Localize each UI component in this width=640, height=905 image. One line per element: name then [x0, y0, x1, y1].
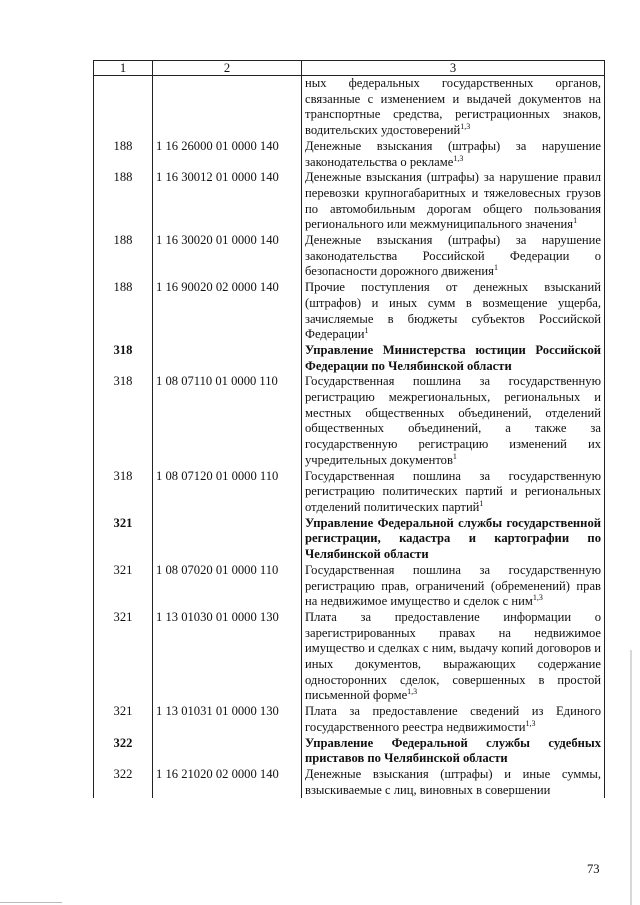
admin-code-cell-text: 188	[113, 170, 133, 185]
admin-code-cell	[94, 704, 153, 735]
admin-code-cell	[94, 139, 153, 170]
admin-code-cell	[94, 170, 153, 233]
revenue-code-cell	[153, 170, 302, 233]
admin-code-cell	[94, 736, 153, 767]
admin-code-cell-text: 321	[113, 515, 133, 530]
revenue-code-cell-text: 1 08 07110 01 0000 110	[156, 374, 278, 389]
table-row	[94, 767, 605, 798]
table-row	[94, 610, 605, 704]
table-row	[94, 343, 605, 374]
revenue-code-cell	[153, 343, 302, 374]
admin-code-cell	[94, 469, 153, 516]
column-header: 1	[94, 61, 153, 76]
footnote-ref: 1	[573, 216, 578, 226]
revenue-name-cell	[302, 374, 605, 468]
revenue-code-cell	[153, 280, 302, 343]
table-row	[94, 516, 605, 563]
table-row	[94, 736, 605, 767]
revenue-code-cell	[153, 767, 302, 798]
admin-code-cell	[94, 516, 153, 563]
revenue-code-cell	[153, 563, 302, 610]
revenue-name-cell	[302, 170, 605, 233]
admin-code-cell-text: 188	[113, 280, 133, 295]
table-row	[94, 233, 605, 280]
page-number: 73	[587, 862, 600, 876]
revenue-name-cell-text: Плата за предоставление сведений из Единого государственного реестра недвижимости	[305, 704, 601, 734]
table-row	[94, 469, 605, 516]
column-header: 2	[153, 61, 302, 76]
admin-code-cell	[94, 610, 153, 704]
footnote-ref: 1	[479, 498, 484, 508]
revenue-name-cell	[302, 704, 605, 735]
revenue-code-cell	[153, 610, 302, 704]
revenue-name-cell	[302, 76, 605, 139]
footnote-ref: 1	[364, 326, 369, 336]
revenue-name-cell-text: Управление Министерства юстиции Российской Федерации по Челябинской области	[305, 342, 601, 373]
revenue-name-cell-text: Государственная пошлина за государственную регистрацию политических партий и региональных отделений политических партий	[305, 468, 601, 514]
revenue-code-cell	[153, 76, 302, 139]
revenue-name-cell	[302, 610, 605, 704]
revenue-name-cell-text: Прочие поступления от денежных взысканий (штрафов) и иных сумм в возмещение ущерба, зачисляемые в бюджеты субъектов Российской Федерации	[305, 280, 601, 342]
revenue-name-cell-text: Управление Федеральной службы судебных приставов по Челябинской области	[305, 735, 601, 766]
revenue-code-cell-text: 1 16 26000 01 0000 140	[156, 138, 279, 153]
revenue-name-cell	[302, 280, 605, 343]
revenue-code-cell-text: 1 16 21020 02 0000 140	[156, 766, 279, 781]
revenue-name-cell	[302, 516, 605, 563]
admin-code-cell	[94, 233, 153, 280]
footnote-ref: 1,3	[407, 687, 418, 697]
footnote-ref: 1,3	[525, 718, 536, 728]
revenue-code-cell	[153, 736, 302, 767]
admin-code-cell-text: 321	[113, 609, 133, 624]
revenue-name-cell	[302, 343, 605, 374]
admin-code-cell	[94, 343, 153, 374]
revenue-name-cell-text: Денежные взыскания (штрафы) за нарушение правил перевозки крупногабаритных и тяжеловесных грузов по автомобильным дорогам общего пользования регионального или межмуниципального значения	[305, 170, 601, 232]
footnote-ref: 1	[452, 451, 457, 461]
admin-code-cell-text: 318	[113, 468, 133, 483]
footnote-ref: 1,3	[532, 593, 543, 603]
revenue-code-cell-text: 1 16 30012 01 0000 140	[156, 170, 279, 185]
revenue-code-cell-text: 1 13 01031 01 0000 130	[156, 704, 279, 719]
table-row	[94, 374, 605, 468]
table-row	[94, 704, 605, 735]
admin-code-cell-text: 188	[113, 138, 133, 153]
revenue-code-cell-text: 1 16 90020 02 0000 140	[156, 280, 279, 295]
revenue-name-cell-text: ных федеральных государственных органов, связанные с изменением и выдачей документов на транспортные средства, регистрационных знаков, водительских удостоверений	[305, 76, 601, 138]
admin-code-cell-text: 188	[113, 233, 133, 248]
revenue-code-cell-text: 1 08 07120 01 0000 110	[156, 468, 279, 483]
revenue-name-cell	[302, 469, 605, 516]
revenue-name-cell	[302, 139, 605, 170]
revenue-name-cell-text: Государственная пошлина за государственную регистрацию межрегиональных, региональных и местных общественных объединений, отделений общественных объединений, а также за государственную регистрацию изменений их учредительных документов	[305, 374, 601, 467]
revenue-codes-table	[93, 60, 605, 798]
admin-code-cell	[94, 280, 153, 343]
table-row	[94, 139, 605, 170]
admin-code-cell-text: 321	[113, 704, 133, 719]
revenue-code-cell	[153, 704, 302, 735]
revenue-name-cell	[302, 767, 605, 798]
admin-code-cell	[94, 76, 153, 139]
admin-code-cell	[94, 767, 153, 798]
revenue-code-cell	[153, 374, 302, 468]
revenue-name-cell-text: Денежные взыскания (штрафы) за нарушение законодательства о рекламе	[305, 138, 601, 169]
revenue-code-cell	[153, 233, 302, 280]
revenue-name-cell-text: Государственная пошлина за государственную регистрацию прав, ограничений (обременений) прав на недвижимое имущество и сделок с ним	[305, 562, 601, 609]
table-body	[94, 61, 605, 799]
revenue-name-cell	[302, 233, 605, 280]
revenue-code-cell-text: 1 13 01030 01 0000 130	[156, 609, 279, 624]
revenue-code-cell	[153, 516, 302, 563]
footer-rule	[0, 902, 62, 903]
revenue-code-cell-text: 1 16 30020 01 0000 140	[156, 233, 279, 248]
footnote-ref: 1,3	[460, 122, 471, 132]
table-header-row	[94, 61, 605, 76]
revenue-name-cell	[302, 563, 605, 610]
admin-code-cell	[94, 374, 153, 468]
admin-code-cell	[94, 563, 153, 610]
table-row	[94, 170, 605, 233]
revenue-name-cell	[302, 736, 605, 767]
admin-code-cell-text: 322	[113, 735, 133, 750]
footnote-ref: 1	[493, 263, 498, 273]
revenue-name-cell-text: Денежные взыскания (штрафы) и иные суммы, взыскиваемые с лиц, виновных в совершении	[305, 766, 601, 797]
revenue-code-cell	[153, 469, 302, 516]
admin-code-cell-text: 322	[113, 766, 133, 781]
revenue-code-cell	[153, 139, 302, 170]
revenue-name-cell-text: Денежные взыскания (штрафы) за нарушение законодательства Российской Федерации о безопасности дорожного движения	[305, 233, 601, 279]
table-row	[94, 280, 605, 343]
table-row	[94, 563, 605, 610]
page-edge-shadow	[630, 650, 632, 905]
footnote-ref: 1,3	[453, 153, 464, 163]
table-row	[94, 76, 605, 139]
revenue-code-cell-text: 1 08 07020 01 0000 110	[156, 562, 279, 577]
revenue-name-cell-text: Управление Федеральной службы государственной регистрации, кадастра и картографии по Челябинской области	[305, 515, 601, 562]
admin-code-cell-text: 318	[113, 342, 133, 357]
column-header: 3	[302, 61, 605, 76]
admin-code-cell-text: 318	[113, 374, 133, 389]
admin-code-cell-text: 321	[113, 562, 133, 577]
revenue-name-cell-text: Плата за предоставление информации о зарегистрированных правах на недвижимое имущество и сделках с ним, выдачу копий договоров и иных документов, выражающих содержание односторонних сделок, совершенных в простой письменной форме	[305, 609, 601, 703]
